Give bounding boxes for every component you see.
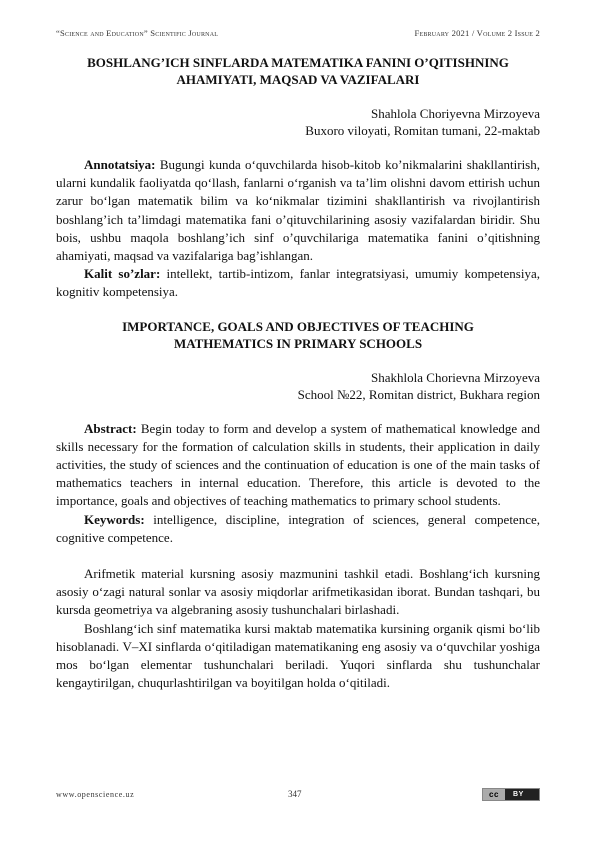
affiliation-uz: Buxoro viloyati, Romitan tumani, 22-maktab bbox=[305, 123, 540, 138]
keywords-en-label: Keywords: bbox=[84, 511, 145, 527]
abstract-uz bbox=[56, 156, 540, 265]
title-uz-line2: AHAMIYATI, MAQSAD VA VAZIFALARI bbox=[176, 72, 420, 87]
page-number: 347 bbox=[288, 789, 302, 799]
title-en-line1: IMPORTANCE, GOALS AND OBJECTIVES OF TEACHING bbox=[122, 318, 474, 334]
abstract-en-label: Abstract: bbox=[84, 420, 137, 436]
author-en: Shakhlola Chorievna Mirzoyeva bbox=[371, 369, 540, 385]
article-content bbox=[56, 54, 540, 692]
abstract-uz-label: Annotatsiya: bbox=[84, 157, 156, 172]
abstract-en bbox=[56, 420, 540, 511]
title-en-line2: MATHEMATICS IN PRIMARY SCHOOLS bbox=[173, 335, 423, 351]
cc-mark: cc bbox=[483, 789, 505, 800]
journal-name: “Science and Education” Scientific Journal bbox=[56, 28, 219, 38]
body-paragraph-1: Arifmetik material kursning asosiy mazmunini tashkil etadi. Boshlang‘ich kursning asosiy o‘zagi natural sonlar va asosiy miqdorlar arifmetikasidan iborat. Bundan tashqari, bu kursda geometriya va algebraning asosiy tushunchalari birlashadi. bbox=[56, 566, 540, 618]
author-uz: Shahlola Choriyevna Mirzoyeva bbox=[371, 106, 540, 121]
cc-by-license-icon[interactable] bbox=[482, 788, 540, 801]
keywords-en bbox=[56, 511, 540, 547]
keywords-uz bbox=[56, 265, 540, 301]
keywords-uz-label: Kalit so’zlar: bbox=[84, 266, 161, 282]
keywords-uz-text: intellekt, tartib-intizom, fanlar integratsiyasi, umumiy kompetensiya, kognitiv kompetensiya. bbox=[56, 266, 540, 300]
abstract-en-text: Begin today to form and develop a system of mathematical knowledge and skills necessary for the formation of calculation skills in students, their application in daily activities, the study of sciences and the continuation of education is one of the main tasks of mathematics teachers in internal education. Therefore, this article is devoted to the importance, goals and objectives of teaching mathematics to primary school students. bbox=[56, 420, 540, 509]
body-paragraph-2: Boshlang‘ich sinf matematika kursi maktab matematika kursining organik qismi bo‘lib hisoblanadi. V–XI sinflarda o‘qitiladigan matematikaning eng asosiy va o‘quvchilar yoshiga mos bo‘lgan elementar tushunchalari beriladi. Yuqori sinflarda shu tushunchalar kengaytirilgan, chuqurlashtirilgan va boyitilgan holda o‘qitiladi. bbox=[56, 620, 540, 691]
running-header bbox=[56, 28, 540, 38]
article-title-en bbox=[56, 318, 540, 352]
keywords-en-text: intelligence, discipline, integration of sciences, general competence, cognitive competence. bbox=[56, 511, 540, 545]
issue-info: February 2021 / Volume 2 Issue 2 bbox=[414, 28, 540, 38]
article-title-uz bbox=[56, 54, 540, 88]
title-uz-line1: BOSHLANG’ICH SINFLARDA MATEMATIKA FANINI O’QITISHNING bbox=[87, 55, 509, 70]
affiliation-en: School №22, Romitan district, Bukhara region bbox=[297, 386, 540, 402]
abstract-uz-text: Bugungi kunda o‘quvchilarda hisob-kitob ko’nikmalarini shakllantirish, ularni kundalik faoliyatda qo‘llash, fanlarni o‘rganish va ta’lim olishni davom ettirish uchun zarur bo‘lgan matematik bilim va ko‘nikmalar tizimini shakllantirish va rivojlantirish boshlang’ich ta’limdagi matematika fani o’qituvchilarining asosiy vazifalardan biridir. Shu bois, ushbu maqola boshlang’ich sinf o’quvchilariga matematika fanini o’qitishning ahamiyati, maqsad va vazifalariga bag’ishlangan. bbox=[56, 157, 540, 264]
journal-url[interactable]: www.openscience.uz bbox=[56, 790, 135, 799]
by-mark: BY bbox=[513, 791, 524, 798]
page-footer bbox=[56, 788, 540, 802]
